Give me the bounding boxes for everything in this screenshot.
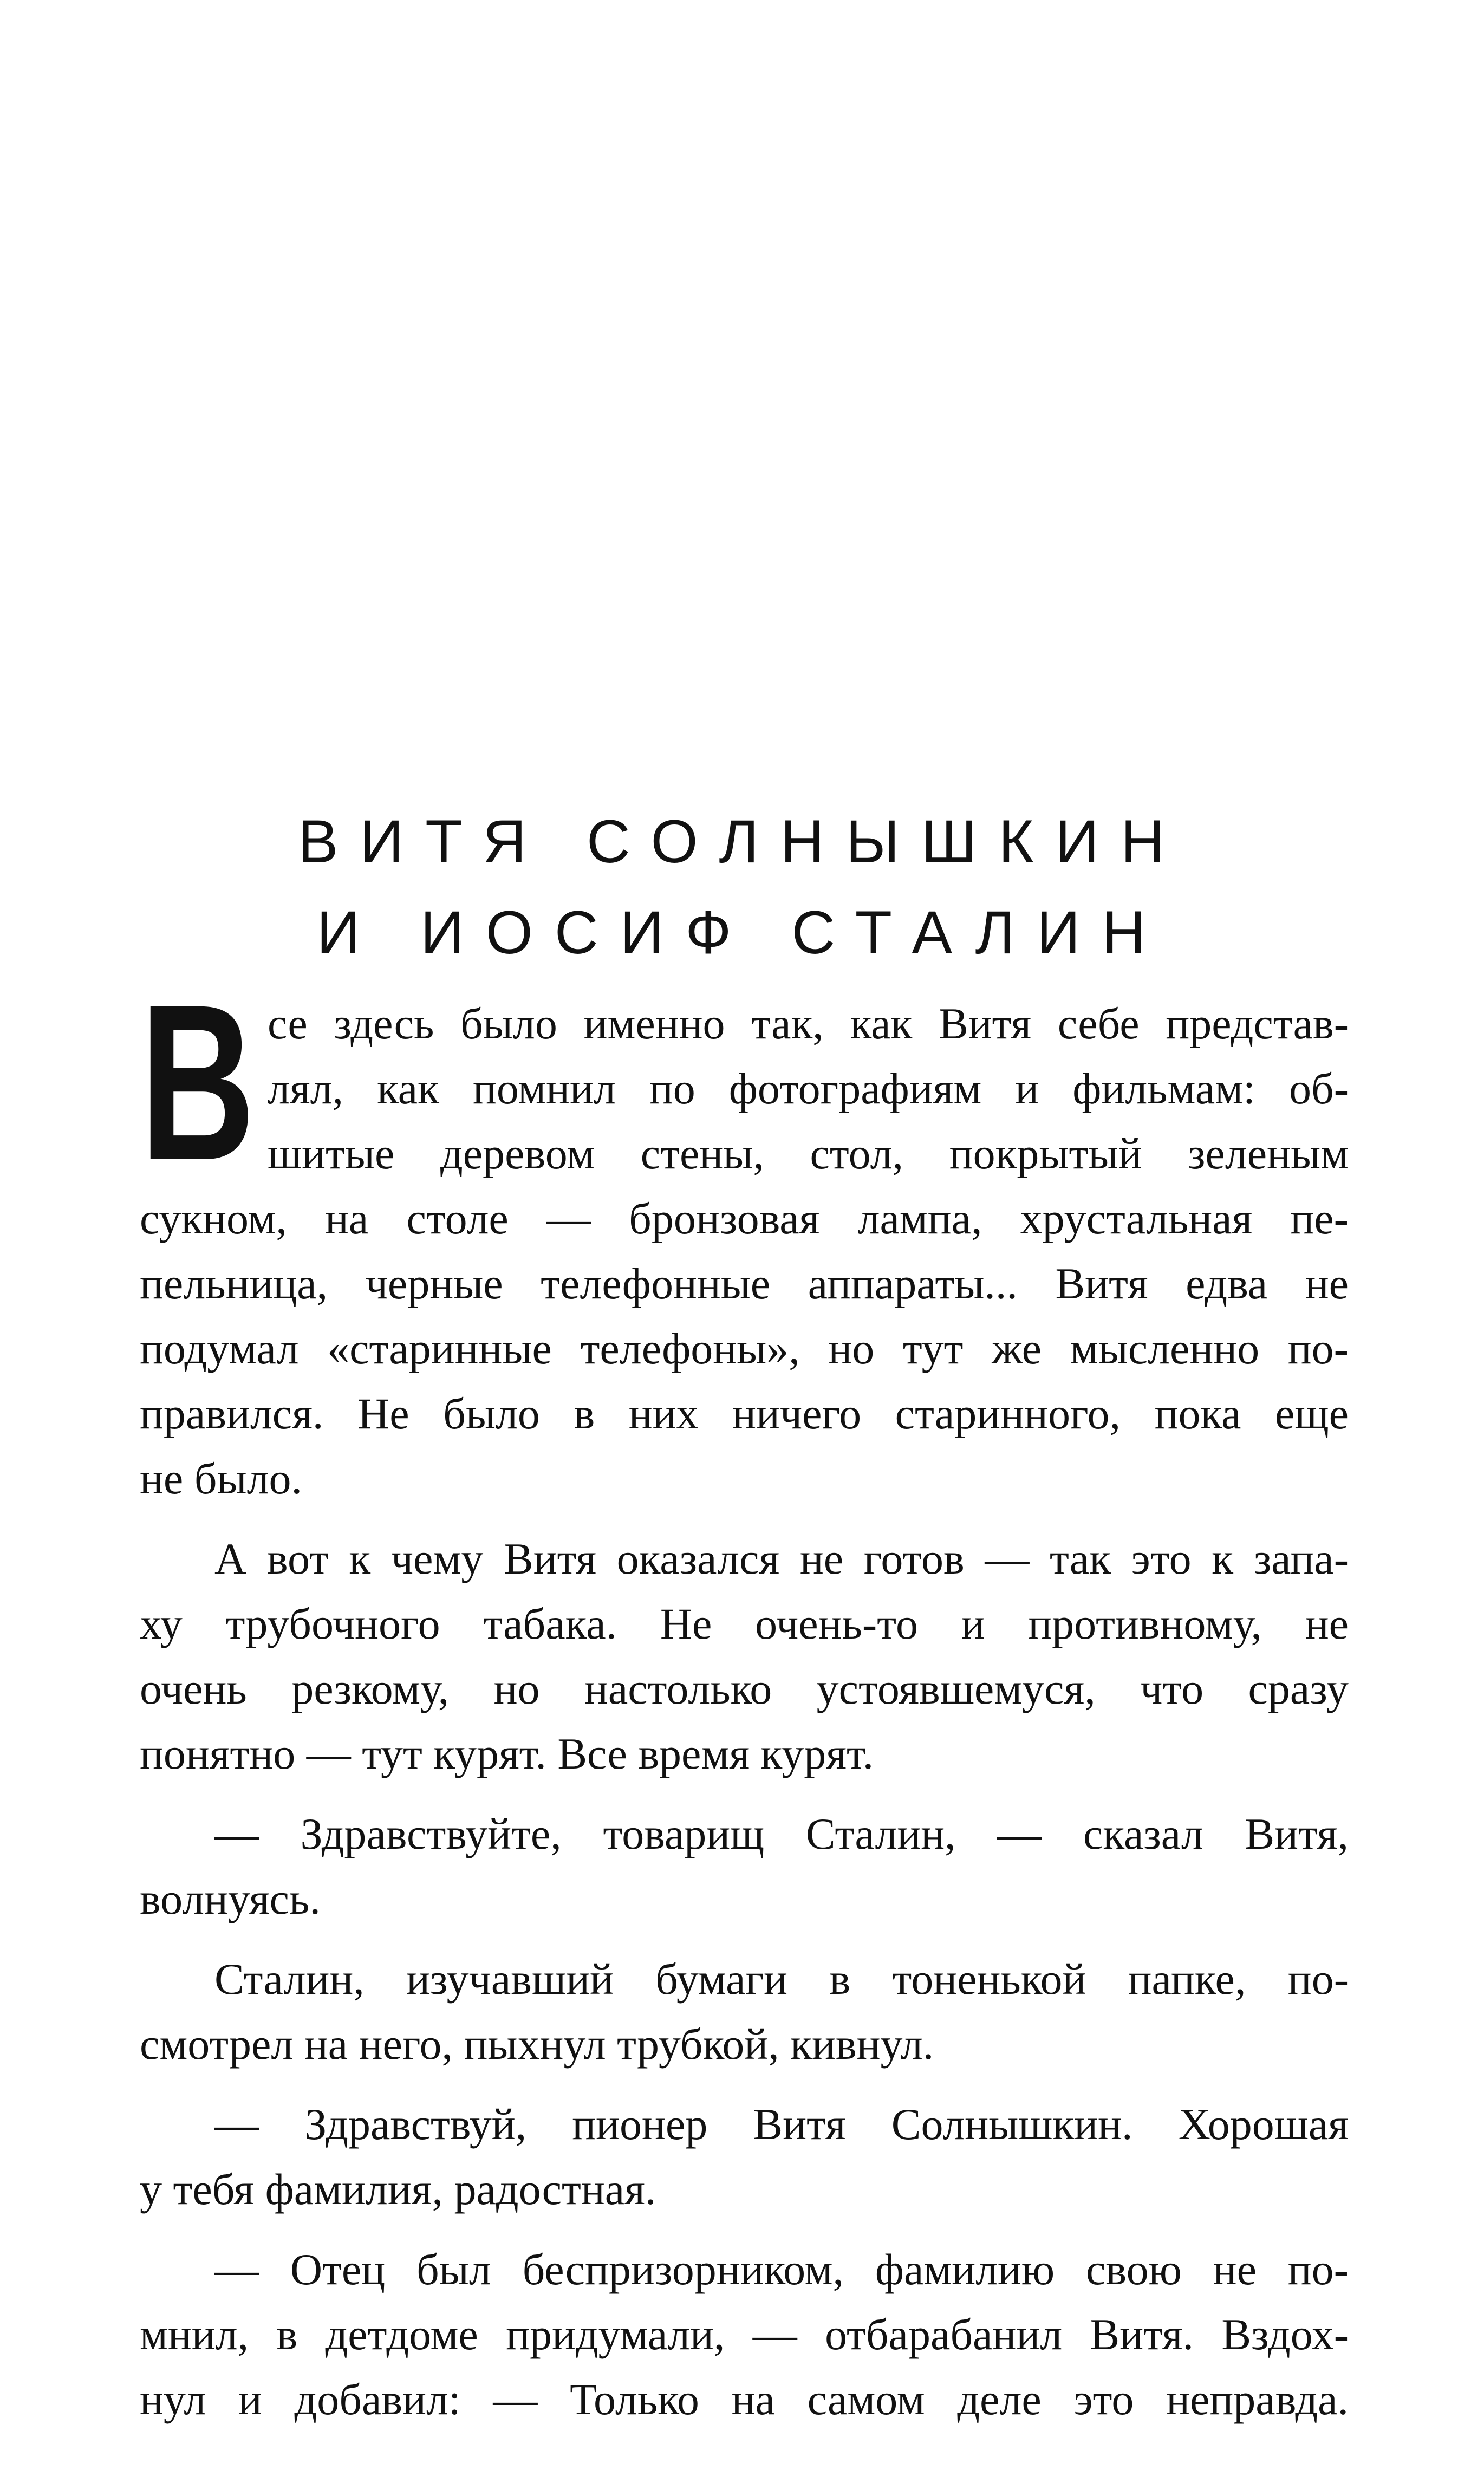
text-line: се здесь было именно так, как Витя себе представ- — [268, 999, 1349, 1048]
paragraph-6 — [140, 2237, 1349, 2432]
text-line: правился. Не было в них ничего старинного, пока еще — [140, 1389, 1349, 1438]
paragraph-4 — [140, 1947, 1349, 2077]
text-line: лял, как помнил по фотографиям и фильмам: об- — [268, 1064, 1349, 1113]
text-line: смотрел на него, пыхнул трубкой, кивнул. — [140, 2019, 934, 2069]
text-line: пельница, черные телефонные аппараты... Витя едва не — [140, 1259, 1349, 1308]
text-line: очень резкому, но настолько устоявшемуся, что сразу — [140, 1664, 1349, 1713]
chapter-body — [140, 958, 1349, 2432]
paragraph-1 — [140, 958, 1349, 1511]
text-line: А вот к чему Витя оказался не готов — так это к запа- — [214, 1534, 1349, 1583]
text-line: — Отец был беспризорником, фамилию свою не по- — [214, 2245, 1349, 2294]
text-line: шитые деревом стены, стол, покрытый зеленым — [268, 1129, 1349, 1178]
text-line: сукном, на столе — бронзовая лампа, хрустальная пе- — [140, 1194, 1349, 1243]
text-line: волнуясь. — [140, 1874, 321, 1923]
paragraph-2 — [140, 1526, 1349, 1786]
text-line: у тебя фамилия, радостная. — [140, 2164, 656, 2214]
paragraph-5 — [140, 2092, 1349, 2222]
text-line: ху трубочного табака. Не очень-то и противному, не — [140, 1599, 1349, 1648]
chapter-title — [0, 796, 1484, 978]
text-line: подумал «старинные телефоны», но тут же мысленно по- — [140, 1324, 1349, 1373]
drop-cap: В — [140, 958, 256, 1206]
text-line: Сталин, изучавший бумаги в тоненькой папке, по- — [214, 1954, 1349, 2004]
text-line: нул и добавил: — Только на самом деле это неправда. — [140, 2375, 1349, 2424]
text-line: — Здравствуй, пионер Витя Солнышкин. Хорошая — [214, 2100, 1349, 2149]
text-line: понятно — тут курят. Все время курят. — [140, 1729, 874, 1778]
paragraph-3 — [140, 1802, 1349, 1932]
chapter-title-line-1: ВИТЯ СОЛНЫШКИН — [297, 808, 1187, 875]
text-line: мнил, в детдоме придумали, — отбарабанил Витя. Вздох- — [140, 2310, 1349, 2359]
chapter-title-line-2: И ИОСИФ СТАЛИН — [316, 899, 1168, 966]
text-line: — Здравствуйте, товарищ Сталин, — сказал Витя, — [214, 1809, 1349, 1858]
text-line: не было. — [140, 1454, 303, 1503]
